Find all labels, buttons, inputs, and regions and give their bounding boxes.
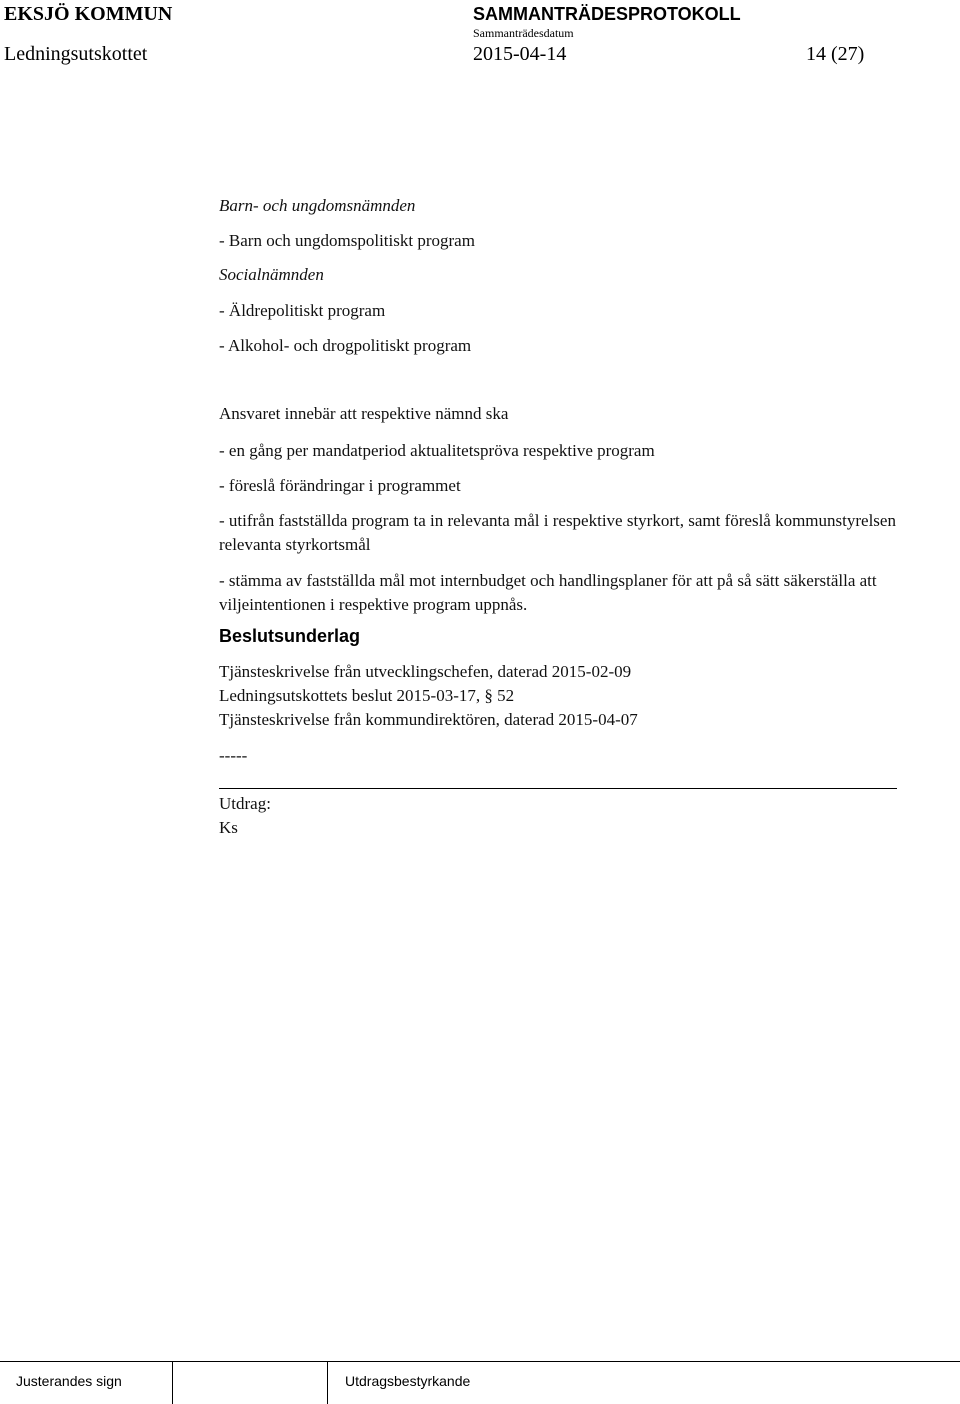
meeting-date: 2015-04-14 (473, 43, 567, 65)
program-owner-heading: Socialnämnden (219, 265, 324, 284)
organization-name: EKSJÖ KOMMUN (4, 3, 173, 25)
signature-label: Justerandes sign (16, 1373, 122, 1389)
program-item: - Äldrepolitiskt program (219, 301, 386, 320)
responsibility-item: - en gång per mandatperiod aktualitetspröva respektive program (219, 441, 655, 460)
footer-separator (172, 1361, 173, 1404)
footer-separator (327, 1361, 328, 1404)
footer-rule (0, 1361, 960, 1362)
section-divider (219, 788, 897, 789)
basis-item: Tjänsteskrivelse från kommundirektören, daterad 2015-04-07 (219, 710, 638, 729)
responsibility-item: - utifrån fastställda program ta in relevanta mål i respektive styrkort, samt föreslå kommunstyrelsen relevanta styrkortsmål (219, 511, 896, 554)
program-item: - Alkohol- och drogpolitiskt program (219, 336, 472, 355)
committee-name: Ledningsutskottet (4, 43, 148, 65)
page-number: 14 (27) (806, 43, 865, 65)
basis-item: Ledningsutskottets beslut 2015-03-17, § 52 (219, 686, 515, 705)
meeting-date-label: Sammanträdesdatum (473, 26, 574, 40)
responsibility-item: - föreslå förändringar i programmet (219, 476, 461, 495)
basis-item: Tjänsteskrivelse från utvecklingschefen, daterad 2015-02-09 (219, 662, 632, 681)
extract-recipient: Ks (219, 818, 238, 837)
extract-label: Utdrag: (219, 794, 271, 813)
responsibility-item: - stämma av fastställda mål mot internbudget och handlingsplaner för att på så sätt säkerställa att viljeintentionen i respektive program uppnås. (219, 571, 877, 614)
program-item: - Barn och ungdomspolitiskt program (219, 231, 475, 250)
document-type: SAMMANTRÄDESPROTOKOLL (473, 4, 741, 24)
responsibility-intro: Ansvaret innebär att respektive nämnd ska (219, 404, 509, 423)
separator-dashes: ----- (219, 746, 248, 765)
certification-label: Utdragsbestyrkande (345, 1373, 471, 1389)
decision-basis-heading: Beslutsunderlag (219, 626, 361, 646)
program-owner-heading: Barn- och ungdomsnämnden (219, 196, 416, 215)
